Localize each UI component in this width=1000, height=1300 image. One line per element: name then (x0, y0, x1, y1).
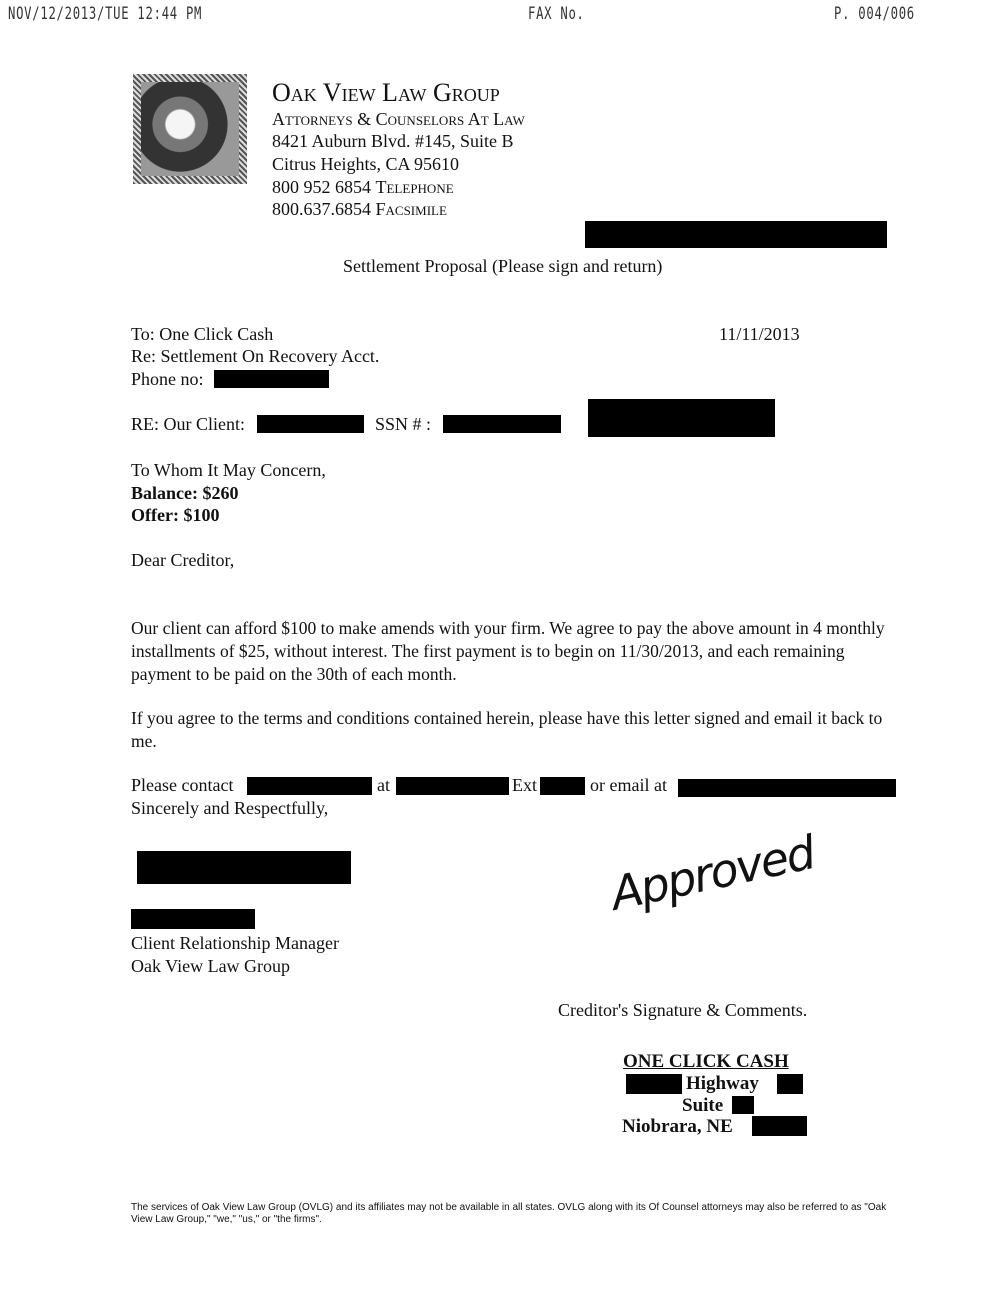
handwritten-approval: Approved (606, 825, 819, 921)
greeting: Dear Creditor, (131, 550, 235, 570)
telephone-label: Telephone (375, 177, 454, 197)
closing: Sincerely and Respectfully, (131, 798, 329, 818)
signer-title: Client Relationship Manager (131, 933, 339, 953)
signature-redaction (137, 851, 351, 884)
contact-at: at (377, 775, 390, 795)
document-title: Settlement Proposal (Please sign and return) (343, 256, 663, 276)
address-line2: Citrus Heights, CA 95610 (272, 154, 460, 174)
client-label: RE: Our Client: (131, 414, 245, 434)
redaction-block (678, 779, 896, 797)
body-paragraph-2: If you agree to the terms and conditions contained herein, please have this letter signed and email it back to me. (131, 708, 883, 751)
firm-name: Oak View Law Group (272, 78, 500, 107)
contact-prefix: Please contact (131, 775, 234, 795)
footer-disclaimer: The services of Oak View Law Group (OVLG) and its affiliates may not be available in all states. OVLG along with its Of Counsel attorneys may also be referred to as "Oak View Law Group," "we," "us," or "the firms". (131, 1202, 887, 1225)
fax-number-label: FAX No. (528, 4, 585, 24)
contact-email-label: or email at (590, 775, 667, 795)
salutation: To Whom It May Concern, (131, 460, 326, 480)
facsimile-line (272, 199, 447, 220)
redaction-block (626, 1074, 682, 1094)
telephone-line (272, 177, 454, 198)
redaction-block (257, 415, 364, 433)
stamp-street: Highway (686, 1073, 759, 1094)
redaction-block (396, 777, 509, 795)
body-paragraph-1: Our client can afford $100 to make amends with your firm. We agree to pay the above amount in 4 monthly installments of $25, without interest. The first payment is to begin on 11/30/2013, and each remaining payment to be paid on the 30th of each month. (131, 618, 885, 684)
offer-amount: Offer: $100 (131, 505, 220, 525)
redaction-block (540, 777, 585, 795)
fax-page-number: P. 004/006 (834, 4, 915, 24)
ssn-label: SSN # : (375, 414, 432, 434)
creditor-name-stamp: ONE CLICK CASH (623, 1051, 789, 1072)
firm-subtitle: Attorneys & Counselors At Law (272, 109, 525, 129)
facsimile-number: 800.637.6854 (272, 199, 371, 219)
redaction-block (247, 777, 372, 795)
stamp-suite: Suite (682, 1095, 724, 1116)
stamp-city-state: Niobrara, NE (622, 1116, 733, 1137)
balance-amount: Balance: $260 (131, 483, 239, 503)
redaction-block (752, 1116, 807, 1136)
firm-logo (133, 74, 247, 184)
creditor-signature-caption: Creditor's Signature & Comments. (558, 1000, 808, 1020)
redaction-block (777, 1074, 803, 1094)
phone-label: Phone no: (131, 369, 204, 389)
name-redaction (131, 909, 255, 929)
redaction-block (443, 415, 561, 433)
fax-datetime: NOV/12/2013/TUE 12:44 PM (8, 4, 203, 24)
logo-image (141, 82, 239, 176)
facsimile-label: Facsimile (375, 199, 447, 219)
letter-date: 11/11/2013 (719, 324, 800, 344)
signer-organization: Oak View Law Group (131, 956, 291, 976)
recipient-line: To: One Click Cash (131, 324, 274, 344)
redaction-block (214, 370, 329, 388)
address-line1: 8421 Auburn Blvd. #145, Suite B (272, 131, 514, 151)
contact-ext: Ext (512, 775, 537, 795)
redaction-block (732, 1096, 754, 1114)
redaction-block (588, 399, 775, 437)
telephone-number: 800 952 6854 (272, 177, 371, 197)
redaction-block (585, 221, 887, 248)
re-line: Re: Settlement On Recovery Acct. (131, 346, 380, 366)
